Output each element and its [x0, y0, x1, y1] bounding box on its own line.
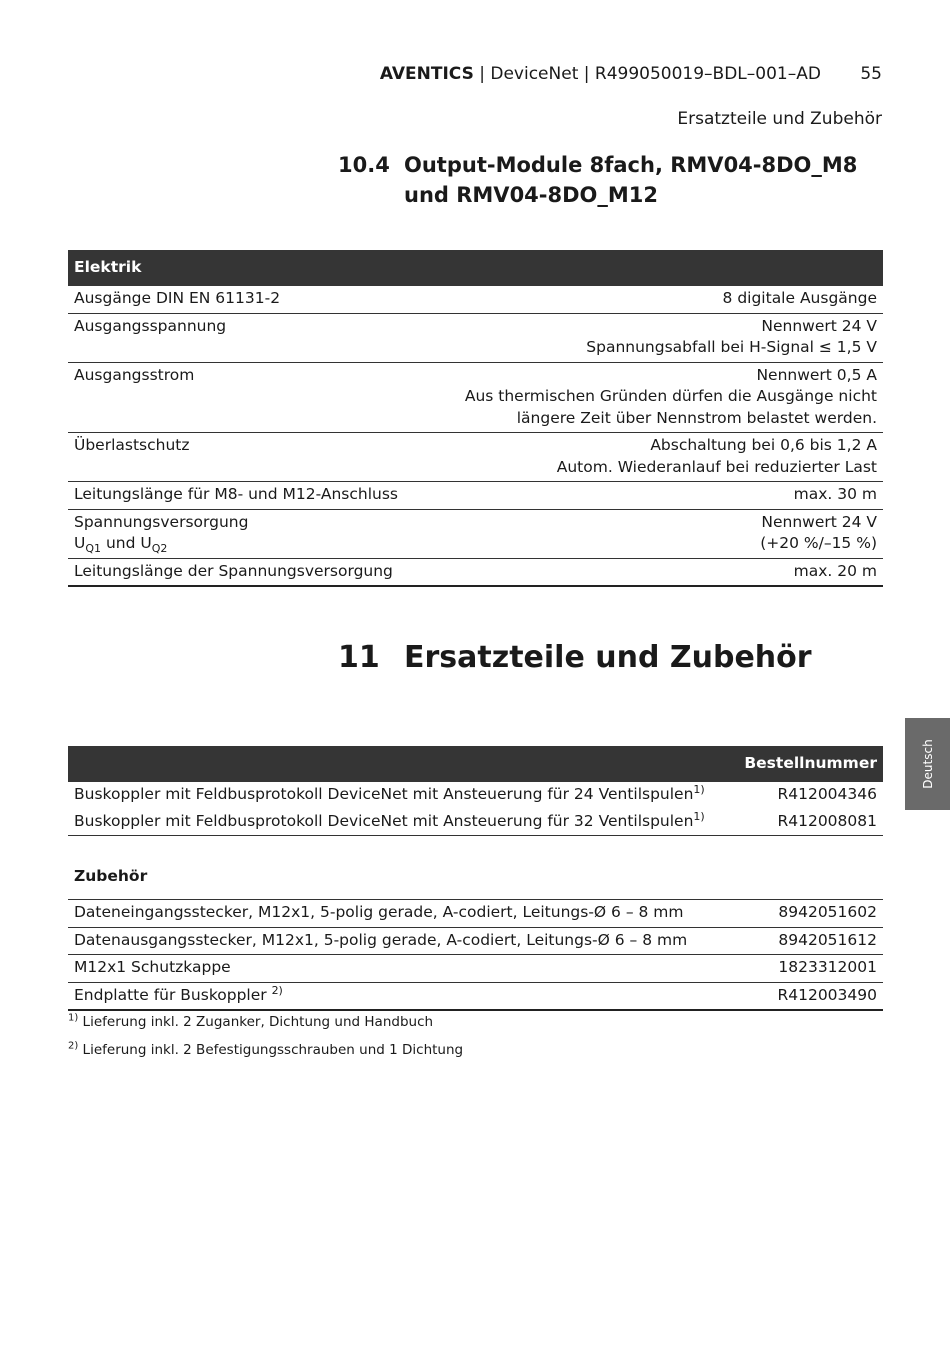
row-label: Ausgangsstrom — [68, 362, 428, 433]
value-line: Spannungsabfall bei H-Signal ≤ 1,5 V — [586, 338, 877, 356]
section-number: 10.4 — [338, 153, 390, 177]
order-number: R412008081 — [731, 809, 883, 836]
document-id: | DeviceNet | R499050019–BDL–001–AD — [479, 64, 821, 84]
chapter-title: Ersatzteile und Zubehör — [404, 640, 812, 675]
table-row — [68, 809, 883, 836]
table-row — [68, 286, 883, 313]
row-value — [428, 509, 883, 558]
accessories-heading: Zubehör — [74, 867, 148, 885]
value-line: Nennwert 24 V — [761, 512, 877, 531]
table-row — [68, 509, 883, 558]
accessories-table — [68, 899, 883, 1011]
value-line: Abschaltung bei 0,6 bis 1,2 A — [650, 436, 877, 454]
part-description: M12x1 Schutzkappe — [68, 955, 731, 983]
table-row — [68, 362, 883, 433]
value-line: (+20 %/–15 %) — [760, 534, 877, 552]
table-row — [68, 433, 883, 482]
order-number: R412004346 — [777, 785, 877, 803]
value-line: Nennwert 24 V — [761, 316, 877, 335]
row-label: Leitungslänge der Spannungsversorgung — [68, 558, 428, 586]
elektrik-table — [68, 250, 883, 587]
label-line: Spannungsversorgung — [74, 512, 249, 531]
table-row — [68, 482, 883, 510]
table-row — [68, 782, 883, 809]
value-line: Autom. Wiederanlauf bei reduzierter Last — [556, 457, 877, 476]
order-number: R412003490 — [731, 982, 883, 1010]
table-header: Elektrik — [68, 250, 883, 286]
part-description: Datenausgangsstecker, M12x1, 5-polig gerade, A-codiert, Leitungs-Ø 6 – 8 mm — [68, 927, 731, 955]
table-row — [68, 982, 883, 1010]
value-line: Aus thermischen Gründen dürfen die Ausgänge nicht — [464, 387, 877, 405]
table-header-order-number: Bestellnummer — [731, 746, 883, 782]
table-row — [68, 955, 883, 983]
row-label: Leitungslänge für M8- und M12-Anschluss — [68, 482, 428, 510]
label-line: $U_{Q1}$ und $U_{Q2}$ — [74, 534, 168, 556]
value-line: max. 30 m — [793, 485, 877, 503]
page-number: 55 — [860, 64, 882, 84]
row-label: Ausgangsspannung — [68, 313, 428, 362]
row-value — [428, 362, 883, 433]
section-title: Output-Module 8fach, RMV04-8DO_M8 und RMV04-8DO_M12 — [404, 153, 858, 207]
value-line: längere Zeit über Nennstrom belastet werden. — [516, 408, 877, 427]
row-value — [428, 286, 883, 313]
table-header-row — [68, 250, 883, 286]
footnote-1: $^{1)}$ Lieferung inkl. 2 Zuganker, Dichtung und Handbuch — [68, 1012, 434, 1030]
order-number: 8942051612 — [731, 927, 883, 955]
footnote-2: $^{2)}$ Lieferung inkl. 2 Befestigungsschrauben und 1 Dichtung — [68, 1040, 464, 1058]
part-description: Buskoppler mit Feldbusprotokoll DeviceNet mit Ansteuerung für 32 Ventilspulen$^{1)}$ — [68, 809, 731, 836]
table-row — [68, 927, 883, 955]
language-tab-label: Deutsch — [920, 739, 935, 789]
value-line: max. 20 m — [793, 561, 877, 580]
part-description: Dateneingangsstecker, M12x1, 5-polig gerade, A-codiert, Leitungs-Ø 6 – 8 mm — [68, 900, 731, 928]
part-description: Endplatte für Buskoppler $^{2)}$ — [68, 982, 731, 1010]
row-value — [428, 433, 883, 482]
row-value — [428, 313, 883, 362]
row-value — [428, 558, 883, 586]
running-section-title: Ersatzteile und Zubehör — [677, 109, 882, 129]
language-tab — [905, 718, 950, 810]
table-header-empty — [68, 746, 731, 782]
order-number: 1823312001 — [731, 955, 883, 983]
table-row — [68, 313, 883, 362]
brand-name: AVENTICS — [379, 64, 474, 84]
parts-table — [68, 746, 883, 836]
chapter-number: 11 — [338, 640, 380, 675]
running-header — [300, 62, 882, 86]
order-number: 8942051602 — [731, 900, 883, 928]
value-line: 8 digitale Ausgänge — [722, 289, 877, 307]
part-description: Buskoppler mit Feldbusprotokoll DeviceNet mit Ansteuerung für 24 Ventilspulen$^{1)}$ — [74, 782, 705, 803]
value-line: Nennwert 0,5 A — [756, 365, 877, 384]
row-label: Ausgänge DIN EN 61131-2 — [68, 286, 428, 313]
row-label: Überlastschutz — [68, 433, 428, 482]
table-row — [68, 558, 883, 586]
table-row — [68, 900, 883, 928]
row-label — [68, 509, 428, 558]
table-header-row — [68, 746, 883, 782]
row-value — [428, 482, 883, 510]
